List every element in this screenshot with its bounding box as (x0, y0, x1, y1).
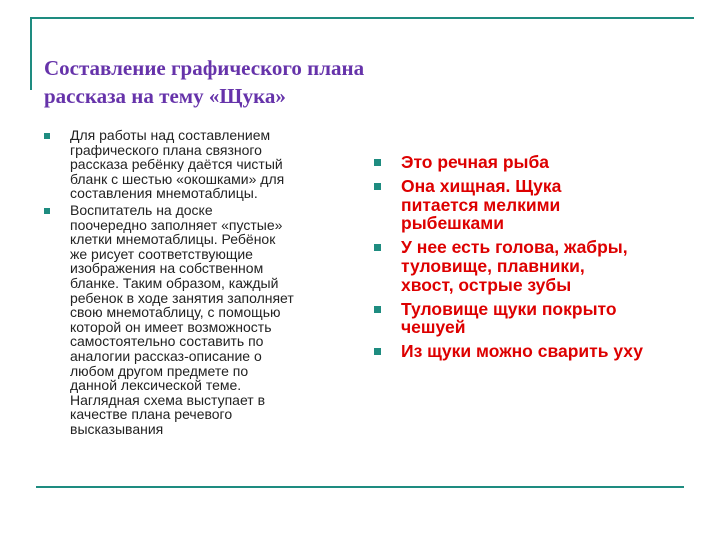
list-item-text-line: Из щуки можно сварить уху (401, 341, 643, 362)
list-item-text-line: изображения на собственном (70, 260, 264, 277)
square-bullet-icon (44, 208, 50, 214)
list-item-text-line: свою мнемотаблицу, с помощью (70, 304, 281, 321)
list-item-text-line: Она хищная. Щука (401, 175, 562, 196)
list-item-text-line: бланке. Таким образом, каждый (70, 274, 279, 291)
method-description-item (44, 203, 354, 437)
pike-fact-item (374, 177, 694, 233)
square-bullet-icon (374, 244, 381, 251)
list-item-text-line: клетки мнемотаблицы. Ребёнок (70, 231, 276, 248)
list-item-text-line: графического плана связного (70, 141, 262, 158)
list-item-text-line: бланк с шестью «окошками» для (70, 170, 285, 187)
list-item-text-line: которой он имеет возможность (70, 318, 272, 335)
frame-left-rule (30, 17, 32, 90)
list-item-text-line: высказывания (70, 420, 164, 437)
pike-fact-item (374, 342, 694, 361)
slide-title (44, 54, 464, 110)
list-item-text-line: качестве плана речевого (70, 406, 233, 423)
list-item-text-line: самостоятельно составить по (70, 333, 264, 350)
list-item-text-line: Туловище щуки покрыто (401, 298, 617, 319)
list-item-text-line: Воспитатель на доске (70, 201, 213, 218)
list-item-text-line: Наглядная схема выступает в (70, 391, 266, 408)
frame-bottom-rule (36, 486, 684, 488)
list-item-text-line: рыбешками (401, 213, 504, 234)
method-description-list (44, 128, 354, 438)
slide-title-line: рассказа на тему «Щука» (44, 84, 286, 108)
list-item-text-line: рассказа ребёнку даётся чистый (70, 156, 283, 173)
method-description-item (44, 128, 354, 201)
list-item-text-line: же рисует соответствующие (70, 245, 253, 262)
square-bullet-icon (374, 183, 381, 190)
list-item-text-line: хвост, острые зубы (401, 274, 572, 295)
list-item-text-line: составления мнемотаблицы. (70, 185, 258, 202)
list-item-text-line: У нее есть голова, жабры, (401, 237, 628, 258)
list-item-text-line: поочередно заполняет «пустые» (70, 216, 283, 233)
list-item-text-line: любом другом предмете по (70, 362, 249, 379)
list-item-text-line: чешуей (401, 317, 466, 338)
square-bullet-icon (374, 306, 381, 313)
pike-fact-item (374, 300, 694, 338)
slide-title-line: Составление графического плана (44, 56, 365, 80)
square-bullet-icon (374, 348, 381, 355)
pike-facts-list (374, 153, 694, 366)
list-item-text-line: данной лексической теме. (70, 377, 242, 394)
list-item-text-line: аналогии рассказ-описание о (70, 347, 262, 364)
square-bullet-icon (44, 133, 50, 139)
list-item-text-line: питается мелкими (401, 194, 561, 215)
pike-fact-item (374, 238, 694, 294)
list-item-text-line: ребенок в ходе занятия заполняет (70, 289, 294, 306)
list-item-text-line: туловище, плавники, (401, 255, 585, 276)
frame-top-rule (30, 17, 694, 19)
pike-fact-item (374, 153, 694, 172)
list-item-text-line: Для работы над составлением (70, 127, 271, 143)
square-bullet-icon (374, 159, 381, 166)
list-item-text-line: Это речная рыба (401, 152, 550, 172)
